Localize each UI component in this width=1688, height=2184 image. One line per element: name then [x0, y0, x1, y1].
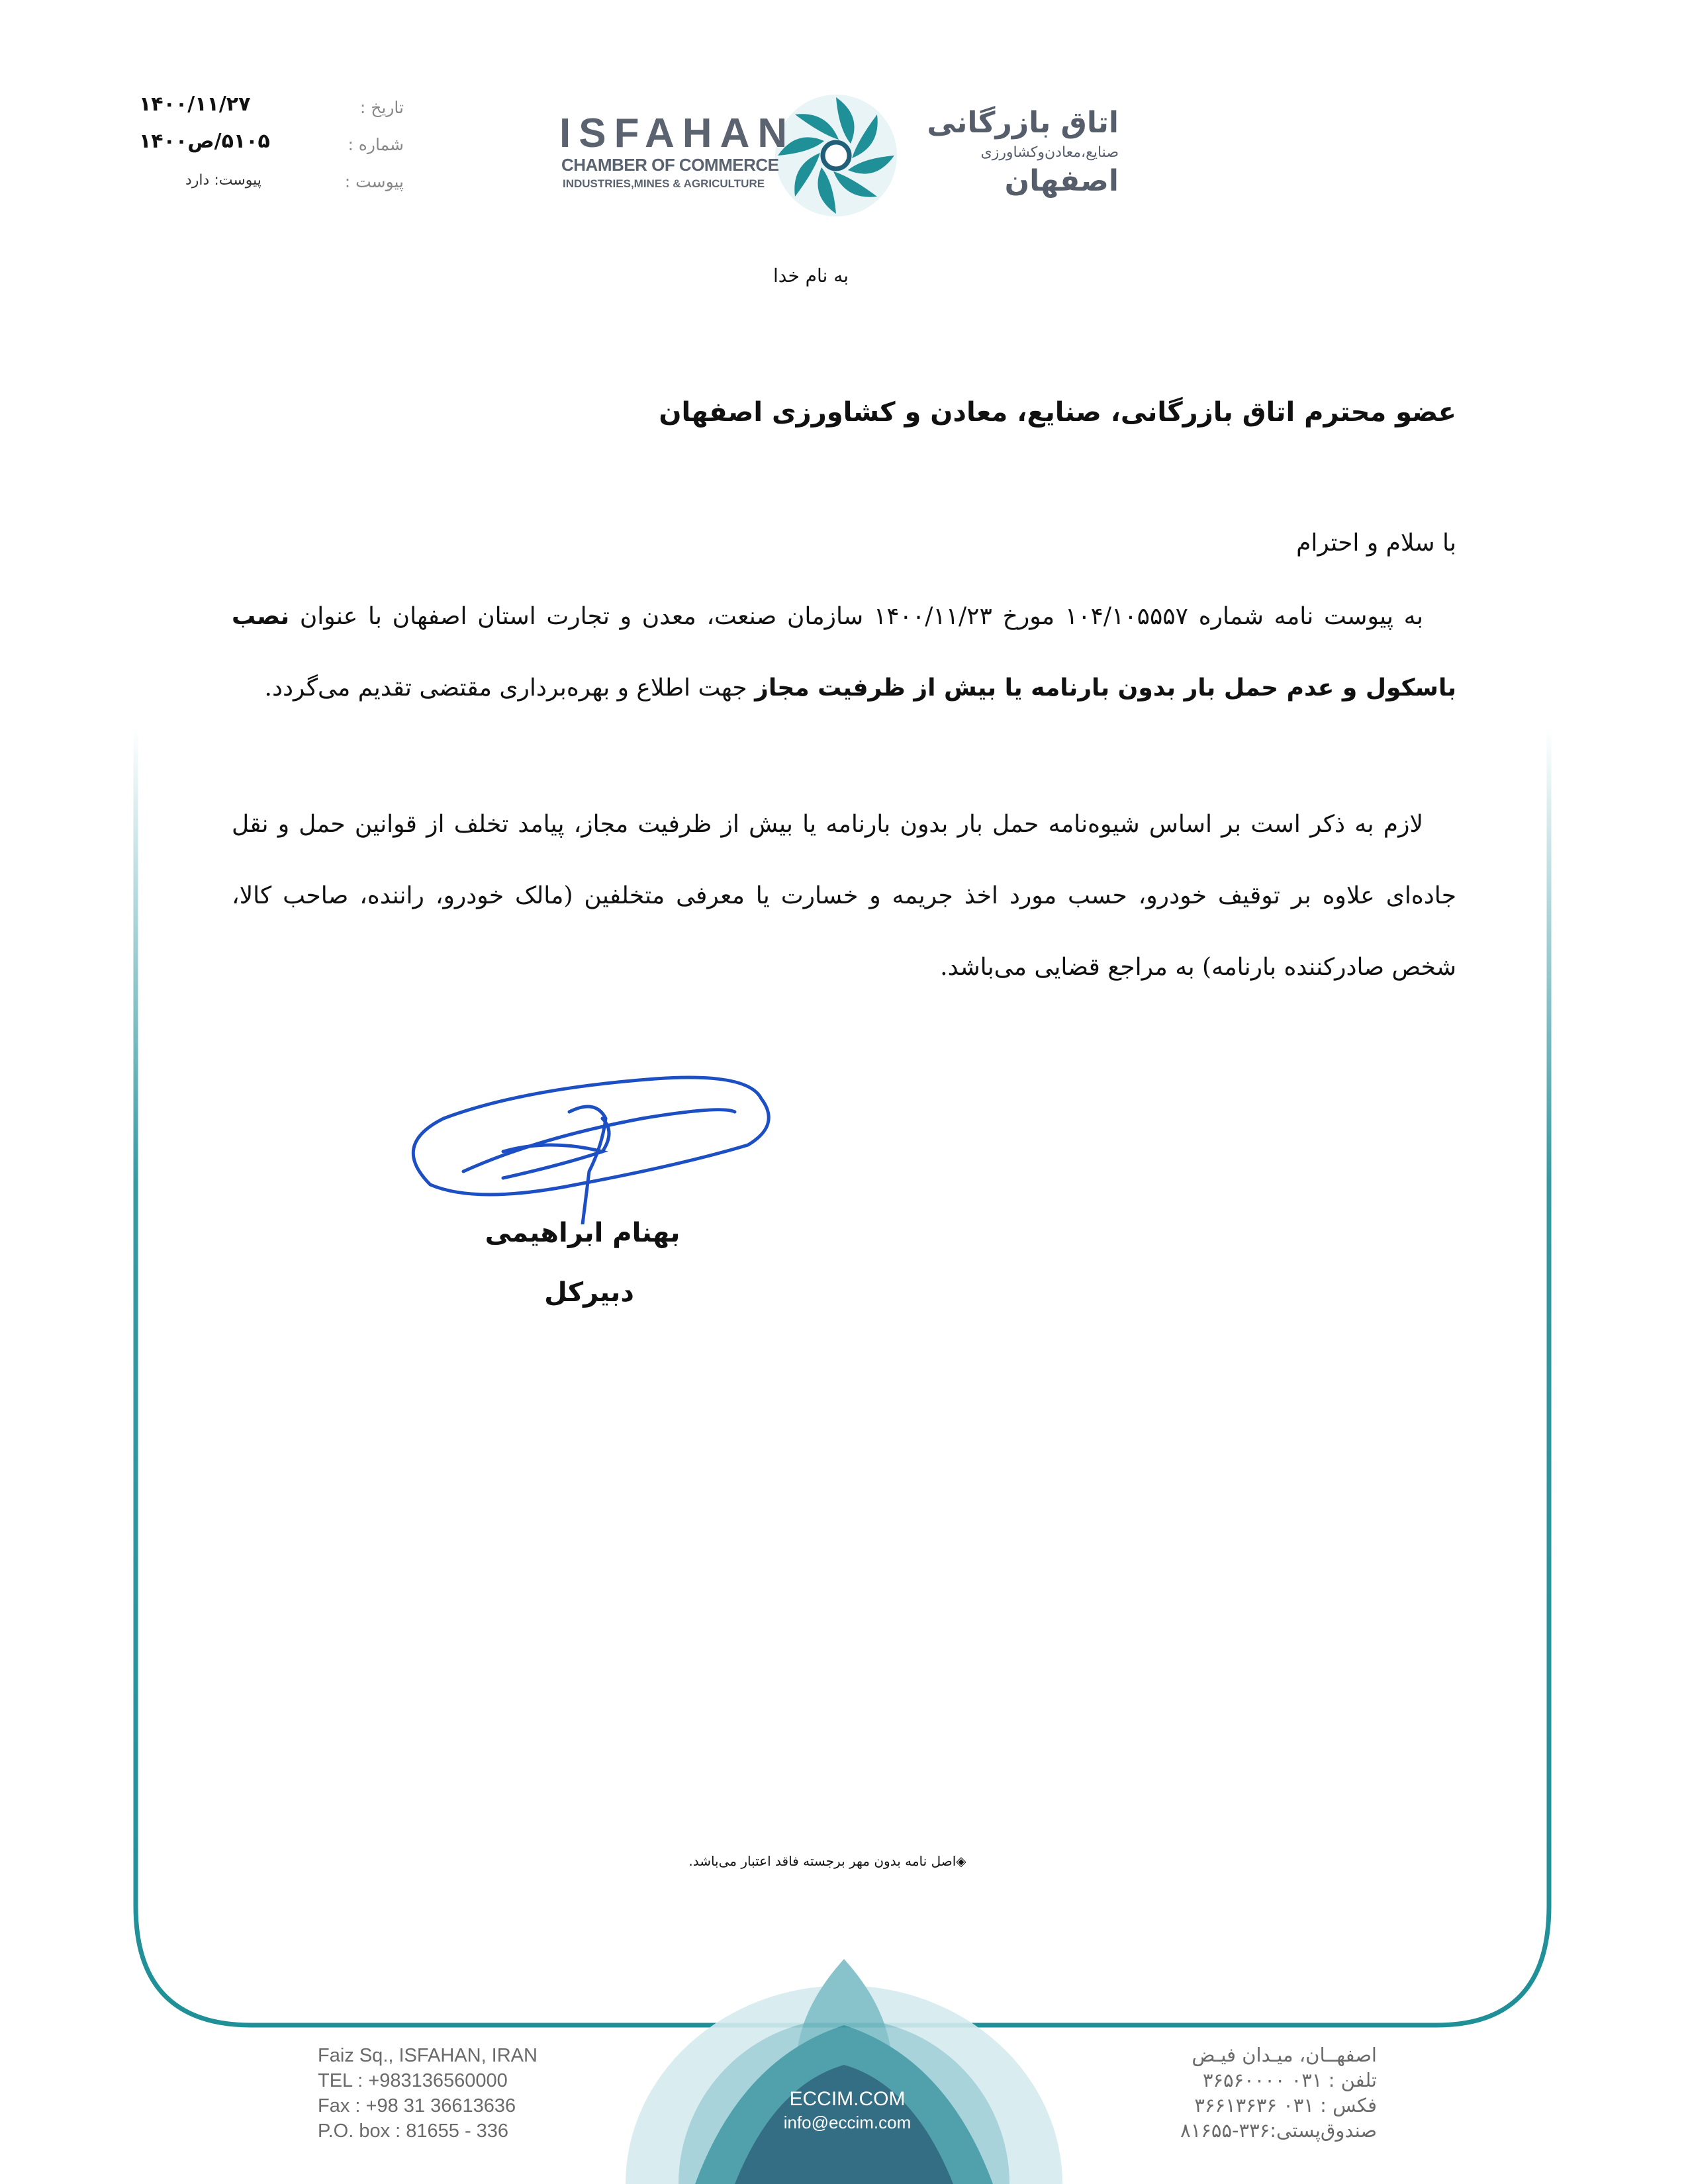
- footer-lotus: [626, 1959, 1062, 2184]
- letter-attachment: پیوست : پیوست: دارد: [185, 172, 404, 191]
- footer-tel-en: TEL : +983136560000: [318, 2070, 508, 2091]
- validity-footnote: ◈اصل نامه بدون مهر برجسته فاقد اعتبار می‌باشد.: [688, 1853, 966, 1869]
- basmala: به نام خدا: [773, 265, 849, 287]
- paragraph-2: [232, 789, 1456, 1003]
- logo-isfahan-text: ISFAHAN: [559, 111, 796, 156]
- footer-email[interactable]: info@eccim.com: [783, 2113, 912, 2132]
- handwritten-signature: [404, 1072, 774, 1224]
- footer-fax-fa: فکس : ۰۳۱ ۳۶۶۱۳۶۳۶: [1194, 2094, 1377, 2116]
- logo-fa-line2: صنایع،معادن‌وکشاورزی: [980, 144, 1119, 161]
- signer-name: بهنام ابراهیمی: [485, 1218, 680, 1248]
- logo-fa-line3: اصفهان: [1004, 164, 1119, 198]
- letter-number: شماره : ۵۱۰۵/ص۱۴۰۰: [139, 130, 404, 154]
- signer-title: دبیرکل: [544, 1277, 634, 1308]
- logo-industries-text: INDUSTRIES,MINES & AGRICULTURE: [563, 177, 765, 190]
- footer-address-en: Faiz Sq., ISFAHAN, IRAN: [318, 2045, 538, 2066]
- logo-persian-text: [907, 105, 1119, 199]
- footer-fax-en: Fax : +98 31 36613636: [318, 2095, 516, 2116]
- paragraph-1: [232, 581, 1456, 724]
- paragraph-1-text: به پیوست نامه شماره ۱۰۴/۱۰۵۵۵۷ مورخ ۱۴۰۰/۱۱/۲۳ سازمان صنعت، معدن و تجارت استان اصفهان با عنوان: [289, 603, 1423, 630]
- paragraph-1-subject: نصب باسکول و عدم حمل بار بدون بارنامه یا بیش از ظرفیت مجاز: [232, 603, 1456, 702]
- paragraph-1-tail: جهت اطلاع و بهره‌برداری مقتضی تقدیم می‌گردد.: [264, 674, 755, 702]
- footer-tel-fa: تلفن : ۰۳۱ ۳۶۵۶۰۰۰۰: [1202, 2069, 1377, 2091]
- letter-date: تاریخ : ۱۴۰۰/۱۱/۲۷: [139, 93, 404, 117]
- paragraph-2-text: لازم به ذکر است بر اساس شیوه‌نامه حمل بار بدون بارنامه یا بیش از ظرفیت مجاز، پیامد تخلف از قوانین حمل و نقل جاده‌ای علاوه بر توقیف خودرو، حسب مورد اخذ جریمه و خسارت یا معرفی متخلفین (مالک خودرو، راننده، صاحب کالا، شخص صادرکننده بارنامه) به مراجع قضایی می‌باشد.: [232, 811, 1456, 981]
- footer-pobox-en: P.O. box : 81655 - 336: [318, 2120, 509, 2142]
- footer-website[interactable]: ECCIM.COM: [789, 2088, 906, 2110]
- logo-chamber-text: CHAMBER OF COMMERCE: [561, 155, 779, 175]
- logo-fa-line1: اتاق بازرگانی: [927, 106, 1119, 140]
- footer-pobox-fa: صندوق‌پستی:۳۳۶-۸۱۶۵۵: [1180, 2119, 1377, 2142]
- greeting: با سلام و احترام: [1296, 529, 1456, 557]
- footer-address-fa: اصفهــان، میـدان فیـض: [1192, 2044, 1377, 2066]
- recipient-heading: عضو محترم اتاق بازرگانی، صنایع، معادن و کشاورزی اصفهان: [659, 397, 1456, 428]
